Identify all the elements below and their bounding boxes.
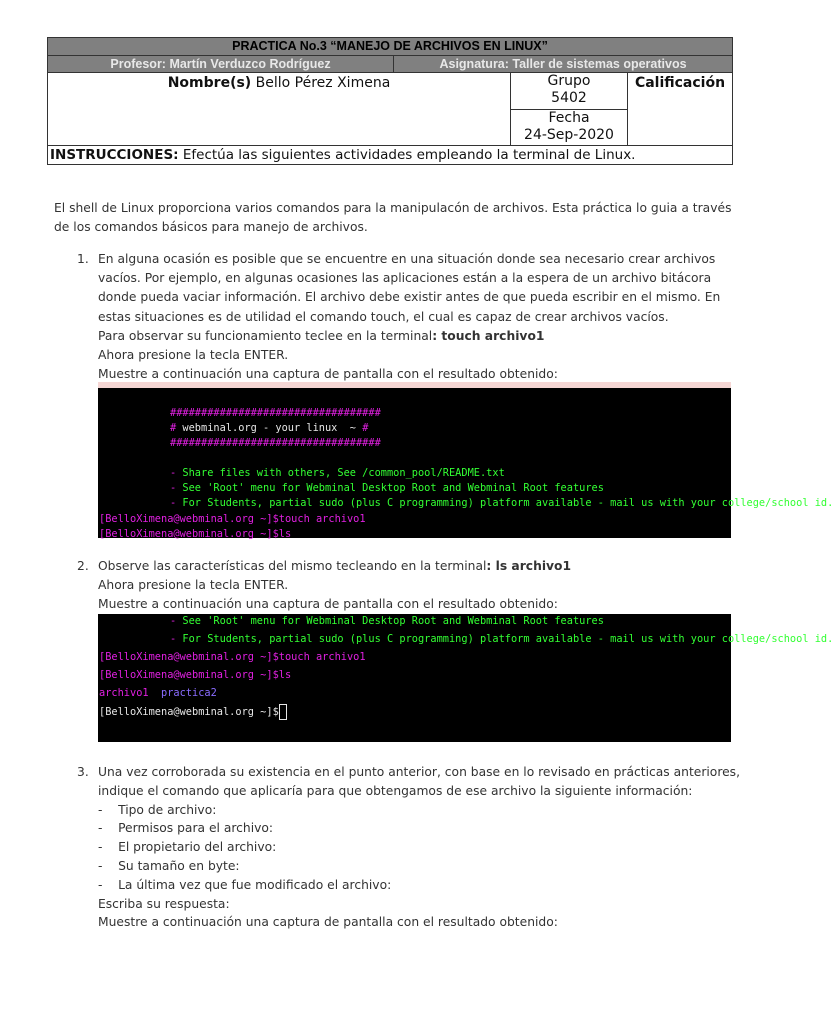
terminal-screenshot-2 bbox=[98, 614, 833, 742]
item3-line: Una vez corroborada su existencia en el punto anterior, con base en lo revisado en prácticas anteriores, bbox=[98, 765, 741, 779]
item3-bullet-list bbox=[98, 801, 740, 895]
item1-command: : touch archivo1 bbox=[432, 328, 545, 343]
item3-capture: Muestre a continuación una captura de pantalla con el resultado obtenido: bbox=[98, 915, 558, 930]
bullet-item: - Tipo de archivo: bbox=[98, 802, 217, 817]
bullet-item: - La última vez que fue modificado el archivo: bbox=[98, 877, 392, 892]
grupo-cell bbox=[511, 73, 628, 110]
item1-line: donde pueda vaciar información. El archivo debe existir antes de que pueda escribir en el mismo. En bbox=[98, 290, 721, 305]
terminal-banner-hash: ################################## bbox=[170, 437, 381, 449]
instrucciones-label: INSTRUCCIONES: bbox=[50, 147, 179, 163]
asignatura-cell: Asignatura: Taller de sistemas operativos bbox=[394, 56, 733, 73]
grupo-label: Grupo bbox=[547, 73, 591, 89]
item3-escriba: Escriba su respuesta: bbox=[98, 896, 230, 911]
terminal-prompt-current: [BelloXimena@webminal.org ~]$ bbox=[99, 704, 287, 720]
terminal-line: - For Students, partial sudo (plus C programming) platform available - mail us with your college/school id. bbox=[170, 497, 833, 509]
terminal-banner-title: # webminal.org - your linux ~ # bbox=[170, 422, 369, 434]
instrucciones-cell bbox=[48, 146, 733, 165]
file-archivo1: archivo1 bbox=[99, 687, 149, 699]
item2-enter: Ahora presione la tecla ENTER. bbox=[98, 578, 289, 592]
intro-paragraph bbox=[54, 199, 731, 237]
profesor-cell: Profesor: Martín Verduzco Rodríguez bbox=[48, 56, 394, 73]
item-number: 1. bbox=[77, 252, 89, 266]
terminal-line: - See 'Root' menu for Webminal Desktop Root and Webminal Root features bbox=[170, 482, 604, 494]
terminal-line: - For Students, partial sudo (plus C programming) platform available - mail us with your college/school id. bbox=[170, 633, 833, 645]
header-table bbox=[47, 37, 733, 165]
bullet-item: - Su tamaño en byte: bbox=[98, 858, 240, 873]
grupo-value: 5402 bbox=[551, 90, 587, 106]
item2-command: : ls archivo1 bbox=[486, 559, 572, 573]
instrucciones-text: Efectúa las siguientes actividades empleando la terminal de Linux. bbox=[178, 147, 636, 163]
item3-line: indique el comando que aplicaría para que obtengamos de ese archivo la siguiente información: bbox=[98, 783, 693, 798]
intro-line: de los comandos básicos para manejo de archivos. bbox=[54, 220, 368, 234]
nombre-label: Nombre(s) bbox=[167, 75, 252, 91]
item1-instruction: Para observar su funcionamiento teclee en la terminal: touch archivo1 bbox=[98, 328, 545, 343]
intro-line: El shell de Linux proporciona varios comandos para la manipulacón de archivos. Esta práctica lo guia a través bbox=[54, 201, 732, 215]
terminal-screenshot-1 bbox=[98, 388, 833, 540]
item1-line: En alguna ocasión es posible que se encuentre en una situación donde sea necesario crear archivos bbox=[98, 252, 716, 266]
bullet-item: - El propietario del archivo: bbox=[98, 840, 277, 855]
document-title: PRACTICA No.3 “MANEJO DE ARCHIVOS EN LINUX” bbox=[48, 38, 733, 56]
dir-practica2: practica2 bbox=[161, 687, 217, 699]
item1-paragraph bbox=[98, 250, 720, 384]
terminal-line: - Share files with others, See /common_pool/README.txt bbox=[170, 467, 505, 479]
item2-instruction: Observe las características del mismo tecleando en la terminal: ls archivo1 bbox=[98, 559, 572, 573]
bullet-item: - Permisos para el archivo: bbox=[98, 821, 274, 836]
item1-enter: Ahora presione la tecla ENTER. bbox=[98, 348, 289, 363]
terminal-prompt: [BelloXimena@webminal.org ~]$ls bbox=[99, 528, 292, 540]
terminal-banner-hash: ################################## bbox=[170, 407, 381, 419]
fecha-label: Fecha bbox=[548, 109, 590, 126]
item3-paragraph bbox=[98, 763, 740, 932]
fecha-cell bbox=[511, 109, 628, 146]
calificacion-cell: Calificación bbox=[628, 73, 733, 146]
item-number: 2. bbox=[77, 559, 89, 573]
cursor-icon bbox=[279, 704, 287, 720]
nombre-value: Bello Pérez Ximena bbox=[251, 75, 391, 91]
nombre-cell bbox=[48, 73, 511, 146]
item-number: 3. bbox=[77, 765, 89, 779]
terminal-line: - See 'Root' menu for Webminal Desktop Root and Webminal Root features bbox=[170, 615, 604, 627]
terminal-prompt: [BelloXimena@webminal.org ~]$ls bbox=[99, 669, 292, 681]
item1-line: estas situaciones es de utilidad el comando touch, el cual es capaz de crear archivos vacíos. bbox=[98, 309, 669, 324]
terminal-prompt: [BelloXimena@webminal.org ~]$touch archivo1 bbox=[99, 513, 366, 525]
item2-paragraph bbox=[98, 557, 571, 614]
item2-capture: Muestre a continuación una captura de pantalla con el resultado obtenido: bbox=[98, 597, 558, 611]
terminal-prompt: [BelloXimena@webminal.org ~]$touch archivo1 bbox=[99, 651, 366, 663]
fecha-value: 24-Sep-2020 bbox=[524, 126, 614, 143]
item1-line: vacíos. Por ejemplo, en algunas ocasiones las aplicaciones están a la espera de un archivo bitácora bbox=[98, 271, 712, 286]
terminal-ls-output bbox=[99, 686, 217, 701]
item1-capture: Muestre a continuación una captura de pantalla con el resultado obtenido: bbox=[98, 367, 558, 382]
